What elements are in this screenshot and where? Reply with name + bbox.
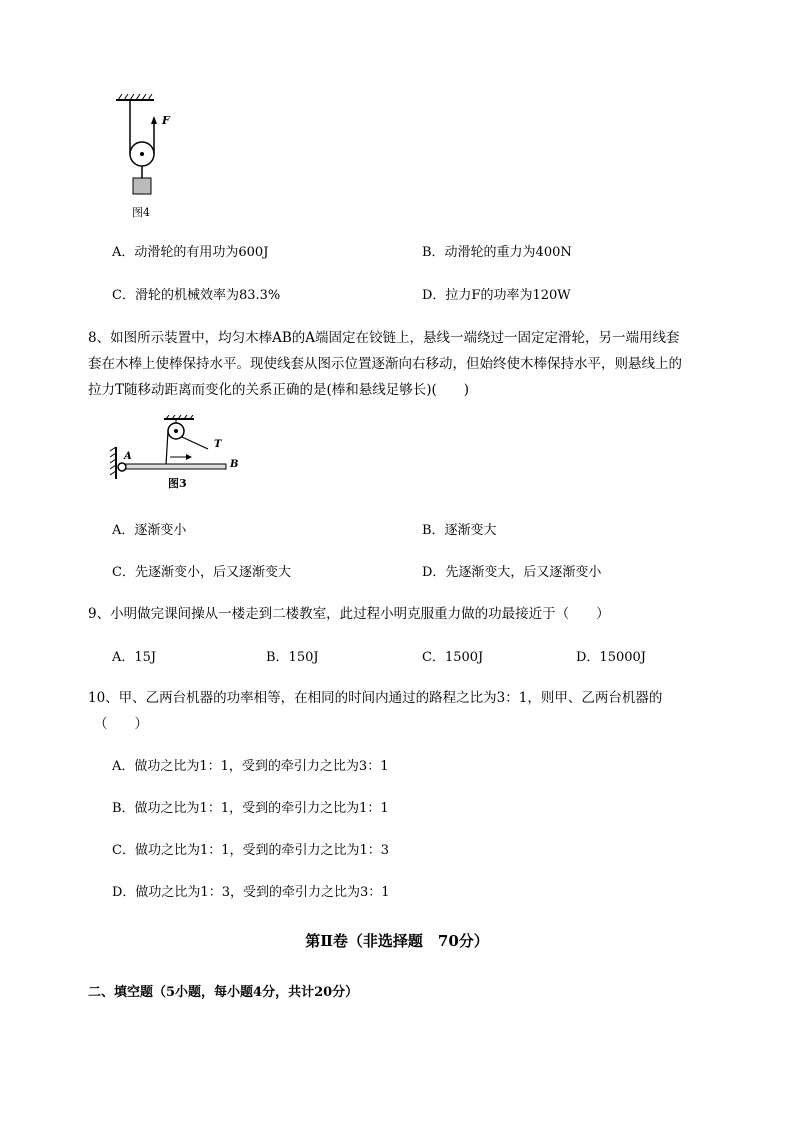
q8-stem-line1: 8、如图所示装置中，均匀木棒AB的A端固定在铰链上，悬线一端绕过一固定定滑轮，另一端用线套: [88, 330, 680, 346]
q8-stem-line2: 套在木棒上使棒保持水平。现使线套从图示位置逐渐向右移动，但始终使木棒保持水平，则悬线上的: [88, 356, 682, 372]
q7-option-a: A．动滑轮的有用功为600J: [112, 245, 269, 260]
q7-option-c: C．滑轮的机械效率为83.3%: [112, 288, 281, 303]
pulley-diagram: [110, 92, 180, 222]
q10-option-a: A．做功之比为1：1，受到的牵引力之比为3：1: [112, 759, 389, 774]
tension-label: T: [214, 439, 222, 450]
q10-option-d: D．做功之比为1：3，受到的牵引力之比为3：1: [112, 885, 390, 900]
q10-stem-line1: 10、甲、乙两台机器的功率相等，在相同的时间内通过的路程之比为3：1，则甲、乙两台机器的: [88, 690, 663, 706]
q9-stem: 9、小明做完课间操从一楼走到二楼教室，此过程小明克服重力做的功最接近于（ ）: [88, 606, 610, 622]
point-a-label: A: [124, 451, 132, 462]
q7-option-b: B．动滑轮的重力为400N: [422, 245, 572, 260]
q8-option-b: B．逐渐变大: [422, 523, 497, 538]
part2-title: 第Ⅱ卷（非选择题 70分）: [305, 932, 489, 950]
q10-option-c: C．做功之比为1：1，受到的牵引力之比为1：3: [112, 843, 390, 858]
q8-option-a: A．逐渐变小: [112, 523, 187, 538]
q10-stem-line2: （ ）: [94, 716, 148, 732]
q7-option-d: D．拉力F的功率为120W: [422, 288, 571, 303]
q8-option-c: C．先逐渐变小，后又逐渐变大: [112, 565, 291, 580]
q9-option-c: C．1500J: [422, 650, 484, 665]
figure-caption: 图3: [168, 477, 187, 490]
figure-3: [110, 415, 250, 495]
point-b-label: B: [230, 459, 239, 470]
q9-option-b: B．150J: [266, 650, 319, 665]
figure-4: [110, 92, 180, 222]
q8-option-d: D．先逐渐变大，后又逐渐变小: [422, 565, 602, 580]
q9-option-a: A．15J: [112, 650, 157, 665]
force-label: F: [162, 114, 170, 127]
section2-heading: 二、填空题（5小题，每小题4分，共计20分）: [88, 985, 359, 1000]
q9-option-d: D．15000J: [576, 650, 646, 665]
q8-stem-line3: 拉力T随移动距离而变化的关系正确的是(棒和悬线足够长)( ): [88, 382, 470, 398]
figure-caption: 图4: [132, 206, 150, 219]
q10-option-b: B．做功之比为1：1，受到的牵引力之比为1：1: [112, 801, 389, 816]
